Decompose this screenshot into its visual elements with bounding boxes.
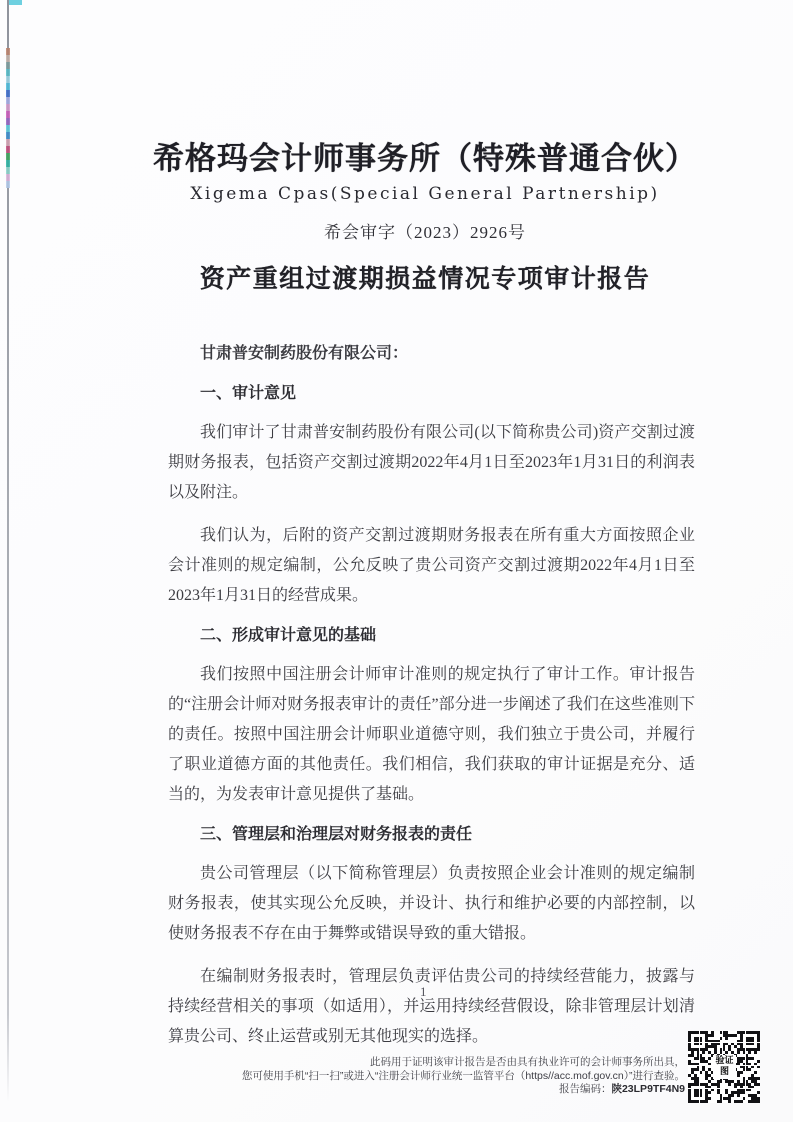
section-heading: 二、形成审计意见的基础 <box>200 627 377 644</box>
verification-note <box>242 1056 685 1097</box>
paragraph: 我们认为，后附的资产交割过渡期财务报表在所有重大方面按照企业会计准则的规定编制，公允反映了贵公司资产交割过渡期2022年4月1日至2023年1月31日的经营成果。 <box>168 527 695 604</box>
paragraph: 在编制财务报表时，管理层负责评估贵公司的持续经营能力，披露与持续经营相关的事项（如适用），并运用持续经营假设，除非管理层计划清算贵公司、终止运营或别无其他现实的选择。 <box>168 968 695 1045</box>
document-number: 希会审字（2023）2926号 <box>324 223 526 242</box>
firm-name-english: Xigema Cpas(Special General Partnership) <box>190 184 660 204</box>
section-heading: 一、审计意见 <box>200 385 297 402</box>
firm-name-chinese: 希格玛会计师事务所（特殊普通合伙） <box>153 141 697 177</box>
paragraph: 我们审计了甘肃普安制药股份有限公司(以下简称贵公司)资产交割过渡期财务报表，包括资产交割过渡期2022年4月1日至2023年1月31日的利润表以及附注。 <box>168 424 695 501</box>
report-code: 陕23LP9TF4N9 <box>611 1083 685 1095</box>
report-title: 资产重组过渡期损益情况专项审计报告 <box>199 265 651 293</box>
report-body <box>168 326 695 1065</box>
scan-corner-artifact <box>9 0 22 5</box>
verification-note-line2: 您可使用手机“扫一扫”或进入“注册会计师行业统一监管平台（https//acc.mof.gov.cn）”进行查验。 <box>241 1069 685 1082</box>
section-heading: 三、管理层和治理层对财务报表的责任 <box>200 826 473 843</box>
report-code-label: 报告编码： <box>558 1083 612 1095</box>
verification-note-line1: 此码用于证明该审计报告是否由具有执业许可的会计师事务所出具， <box>370 1056 685 1068</box>
page-number: 1 <box>420 984 427 999</box>
report-code-line <box>242 1083 685 1097</box>
paragraph: 我们按照中国注册会计师审计准则的规定执行了审计工作。审计报告的“注册会计师对财务报表审计的责任”部分进一步阐述了我们在这些准则下的责任。按照中国注册会计师职业道德守则，我们独立于贵公司，并履行了职业道德方面的其他责任。我们相信，我们获取的审计证据是充分、适当的，为发表审计意见提供了基础。 <box>168 666 695 803</box>
paragraph: 贵公司管理层（以下简称管理层）负责按照企业会计准则的规定编制财务报表，使其实现公允反映，并设计、执行和维护必要的内部控制，以使财务报表不存在由于舞弊或错误导致的重大错报。 <box>168 865 695 942</box>
scan-noise-band <box>6 48 10 188</box>
qr-center-label: 验证图 <box>713 1055 736 1079</box>
addressee: 甘肃普安制药股份有限公司： <box>200 345 409 362</box>
report-header <box>62 136 788 318</box>
verification-qr-code <box>688 1031 760 1103</box>
